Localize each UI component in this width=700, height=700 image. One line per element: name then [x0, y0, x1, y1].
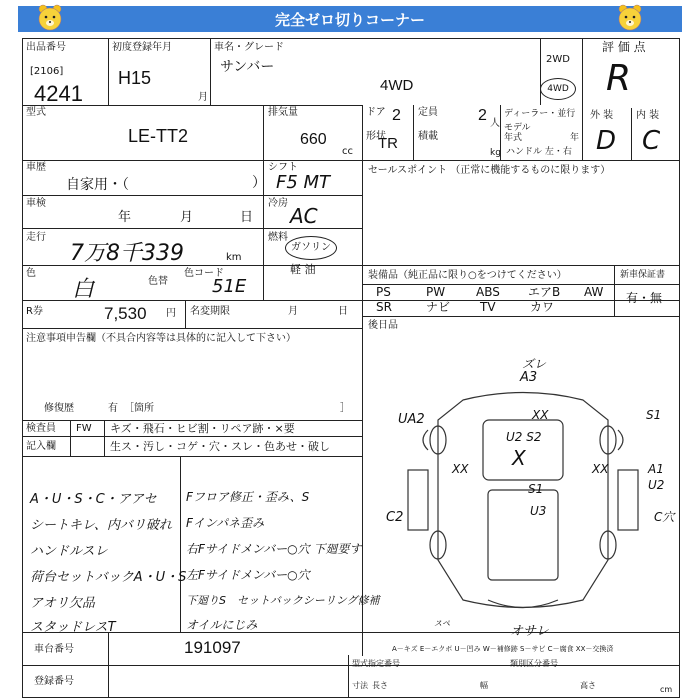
int-label: 内 装 [636, 110, 660, 121]
lot-sub: [2106] [30, 66, 64, 77]
capacity-unit: 人 [490, 118, 500, 129]
car-diagram [368, 360, 678, 630]
equip-navi: ナビ [426, 300, 451, 314]
dealer-label: ディーラー・並行 [504, 109, 576, 119]
bear-mascot-icon [610, 3, 650, 33]
color-code-label: 色コード [184, 268, 224, 279]
mileage-label: 走行 [26, 232, 46, 243]
displacement-label: 排気量 [268, 107, 298, 118]
first-reg-label: 初度登録年月 [112, 42, 172, 53]
load-label: 積載 [418, 131, 438, 142]
mark-bottom: オサレ [510, 624, 549, 639]
car-name: サンバー [220, 58, 275, 74]
mark-center2: U2 S2 [506, 430, 542, 444]
mark-center3: X [512, 446, 526, 470]
cert-wid: 幅 [480, 681, 488, 690]
remark-right-6: オイルにじみ [186, 618, 258, 632]
lot-label: 出品番号 [26, 42, 66, 53]
car-label: 車名・グレード [214, 42, 284, 53]
mark-right-a: A1 [648, 462, 664, 476]
model-label: 型式 [26, 107, 46, 118]
equip-label: 装備品（純正品に限り○をつけてください） [368, 270, 567, 281]
model-value: LE-TT2 [128, 126, 189, 146]
cert-label: 型式指定番号 [352, 659, 400, 668]
repair-value: 有 [108, 403, 118, 414]
remark-right-2: Fインパネ歪み [186, 516, 265, 530]
equip-leather: カワ [530, 300, 555, 314]
shift-value: F5 MT [276, 172, 331, 193]
cert-label2: 類別区分番号 [510, 659, 558, 668]
first-reg-month-unit: 月 [198, 92, 208, 103]
recycle-value: 7,530 [104, 304, 147, 323]
repair-label: 修復歴 [44, 403, 74, 414]
capacity-label: 定員 [418, 107, 438, 118]
remark-right-3: 右Fサイドメンバー○穴 下廻要す [186, 542, 362, 556]
grade-value: R [606, 58, 632, 99]
check-label1: 検査員 [26, 423, 56, 434]
mark-s1: S1 [528, 482, 544, 496]
displacement-value: 660 [300, 131, 327, 148]
mark-top: ズレ [522, 357, 547, 371]
capacity-value: 2 [478, 107, 487, 124]
model-year-unit: 年 [570, 133, 580, 143]
mark-left-mid: C2 [386, 510, 404, 525]
cert-size-label: 寸法 [352, 681, 368, 690]
name-change-day: 日 [338, 306, 348, 317]
handle-label: ハンドル 左・右 [506, 147, 572, 157]
remark-left-6: スタッドレスT [30, 620, 116, 635]
remark-right-4: 左Fサイドメンバー○穴 [186, 568, 310, 582]
name-change-month: 月 [288, 306, 298, 317]
check-label2: 記入欄 [26, 441, 56, 452]
cert-len: 長さ [372, 681, 388, 690]
remark-right-1: Fフロア修正・歪み、S [186, 490, 310, 504]
check-row2: 生ス・汚し・コゲ・穴・スレ・色あせ・破し [110, 440, 330, 453]
header-title: 完全ゼロ切りコーナー [274, 11, 425, 29]
history-label: 車歴 [26, 162, 46, 173]
first-reg-year: H15 [118, 68, 152, 88]
ext-label: 外 装 [590, 110, 614, 121]
chassis-label: 車台番号 [34, 644, 74, 655]
displacement-unit: cc [342, 146, 353, 157]
equip-pw: PW [426, 285, 446, 299]
back-seat-label: 後日品 [368, 320, 398, 331]
fuel-gas-circled: ガソリン [285, 236, 337, 260]
recycle-label: R券 [26, 306, 43, 317]
bear-mascot-icon [30, 3, 70, 33]
check-fw: FW [76, 423, 92, 434]
ext-value: D [596, 126, 617, 156]
inspection-label: 車検 [26, 198, 46, 209]
color-swap-label: 色替 [148, 276, 168, 287]
mark-right-mid: C穴 [654, 510, 675, 524]
aircon-label: 冷房 [268, 198, 288, 209]
mark-left-top: UA2 [398, 412, 425, 427]
check-row1: キズ・飛石・ヒビ割・リペア跡・×要 [110, 422, 295, 435]
fuel-label: 燃料 [268, 232, 288, 243]
diagram-legend: A－キズ E－エクボ U－凹み W－補修跡 S－サビ C－腐食 XX－交換済 [392, 645, 614, 653]
notes-label: 注意事項申告欄（不具合内容等は具体的に記入して下さい） [26, 333, 296, 344]
inspection-month: 月 [180, 210, 194, 225]
int-value: C [642, 126, 661, 156]
repair-bracket: ［箇所 [124, 403, 154, 414]
grade-label: 評 価 点 [602, 40, 646, 54]
mark-right-u: U2 [648, 478, 665, 492]
mark-top2: A3 [520, 370, 538, 385]
mileage-value: 7万8千339 [70, 241, 184, 266]
history-close: ） [252, 175, 266, 191]
doors-label: ドア [366, 107, 386, 118]
model-year-label2: 年式 [504, 133, 523, 143]
remark-left-4: 荷台セットバックA・U・S [30, 570, 187, 585]
registration-label: 登録番号 [34, 676, 74, 687]
inspection-day: 日 [240, 210, 254, 225]
body-label: 形状 [366, 131, 386, 142]
mark-center1: XX [532, 408, 549, 422]
equip-aw: AW [584, 285, 604, 299]
warranty-value: 有・無 [626, 291, 663, 305]
remark-left-5: アオリ欠品 [30, 596, 95, 611]
remark-left-1: A・U・S・C・アアセ [30, 492, 157, 507]
history-value: 自家用・（ [66, 176, 129, 192]
inspection-year: 年 [118, 210, 132, 225]
equip-abs: ABS [476, 285, 500, 299]
load-unit: kg [490, 148, 501, 158]
recycle-unit: 円 [166, 308, 176, 319]
equip-airbag: エアB [528, 285, 561, 299]
cert-hgt: 高さ [580, 681, 596, 690]
mileage-unit: km [226, 252, 242, 263]
mark-spare: スペ [434, 619, 450, 628]
color-value: 白 [72, 277, 95, 302]
remark-left-2: シートキレ、内バリ破れ [30, 518, 172, 533]
color-code: 51E [212, 276, 247, 297]
equip-ps: PS [376, 285, 391, 299]
body-value: TR [378, 135, 398, 152]
repair-close: ］ [340, 403, 350, 414]
doors-value: 2 [392, 107, 401, 124]
equip-tv: TV [480, 300, 496, 314]
car-grade: 4WD [380, 77, 414, 94]
mark-right-top: S1 [646, 408, 662, 422]
mark-rx: XX [592, 462, 609, 476]
chassis-value: 191097 [184, 638, 241, 657]
equip-sr: SR [376, 300, 392, 314]
shift-label: シフト [268, 162, 298, 173]
warranty-label: 新車保証書 [620, 270, 666, 280]
drive-4wd-circled: 4WD [540, 78, 576, 100]
color-label: 色 [26, 268, 36, 279]
aircon-value: AC [290, 204, 318, 228]
mark-lx: XX [452, 462, 469, 476]
remark-right-5: 下廻りS セットバックシーリング修補 [186, 594, 380, 607]
name-change-label: 名変期限 [190, 306, 230, 317]
remark-left-3: ハンドルスレ [30, 544, 108, 559]
mark-u3: U3 [530, 504, 547, 518]
model-year-label1: モデル [504, 123, 531, 133]
drive-label: 2WD [546, 54, 570, 65]
fuel-diesel: 軽 油 [290, 263, 316, 276]
lot-number: 4241 [34, 81, 83, 106]
cert-cm: cm [660, 685, 673, 694]
sales-point-label: セールスポイント （正常に機能するものに限ります） [368, 165, 611, 176]
